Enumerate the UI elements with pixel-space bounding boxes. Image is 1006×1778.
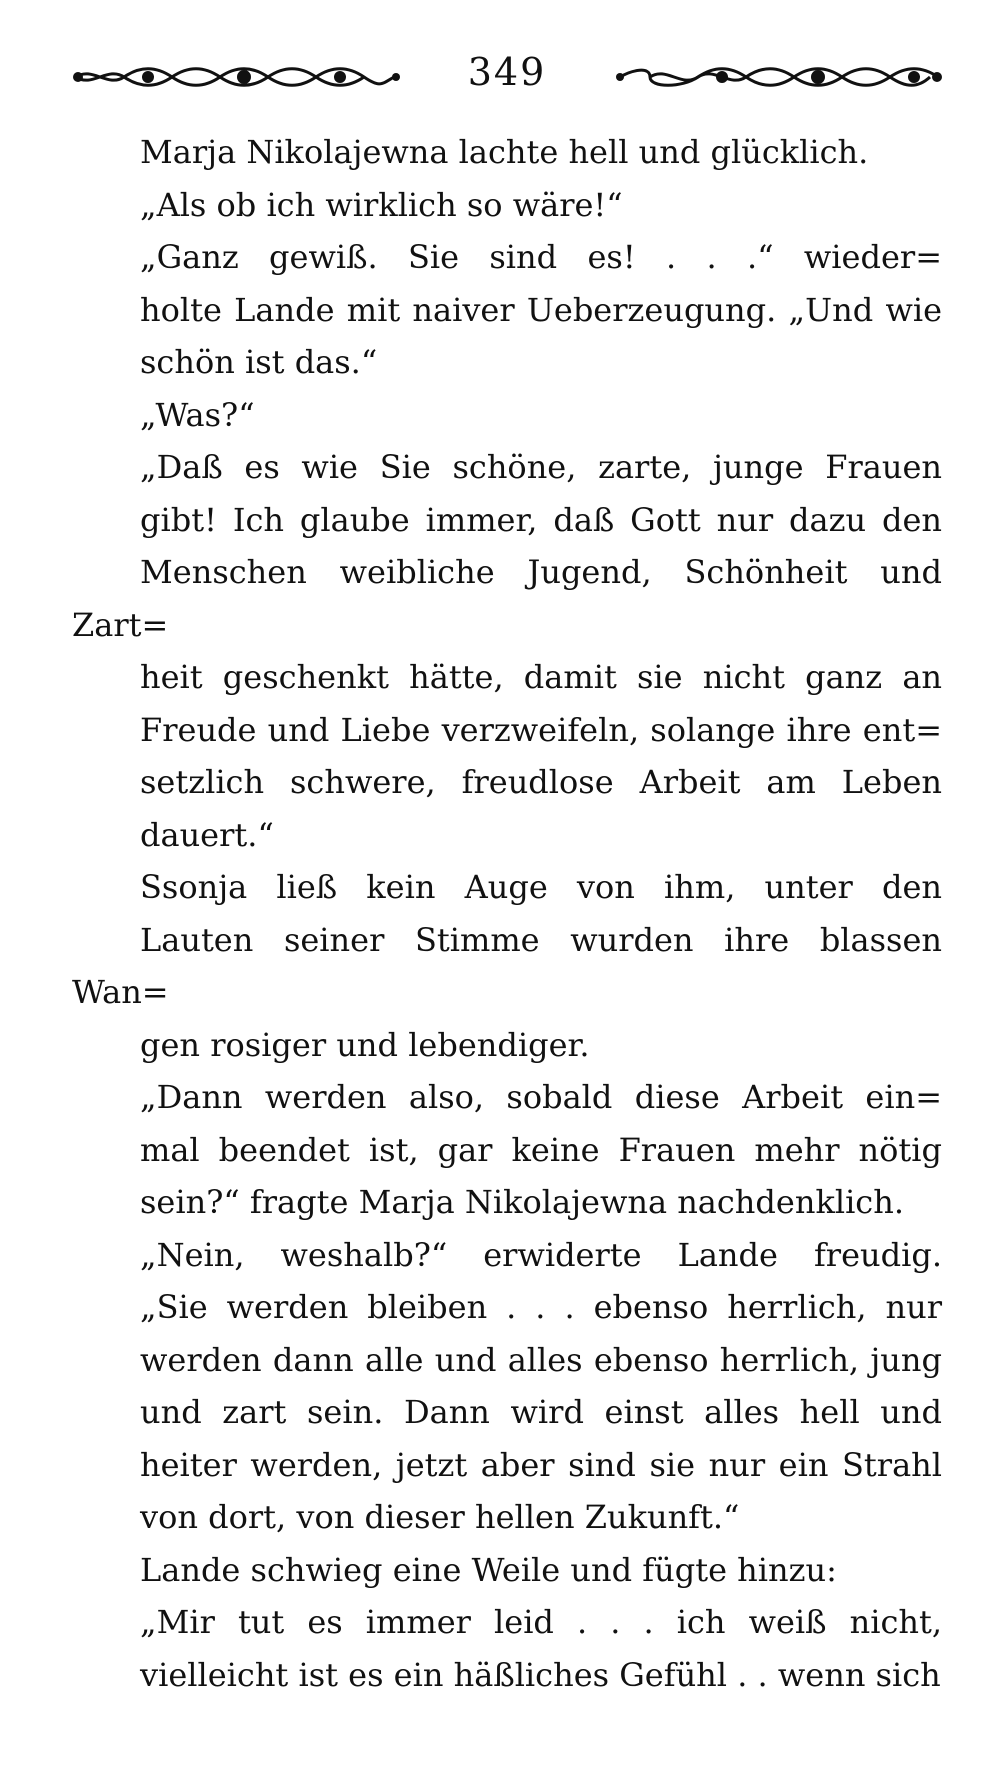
text-line: „Als ob ich wirklich so wäre!“ — [140, 185, 623, 224]
text-line: „Ganz gewiß. Sie sind es! . . .“ wieder= — [140, 238, 942, 276]
body-text — [72, 126, 942, 1701]
paragraph — [72, 1071, 942, 1229]
text-line: Freude und Liebe verzweifeln, solange ihre ent= — [140, 710, 942, 749]
page-number: 349 — [467, 50, 547, 94]
paragraph — [72, 179, 942, 232]
text-line: „Mir tut es immer leid . . . ich weiß nicht, — [140, 1603, 942, 1641]
page-header — [72, 48, 942, 104]
ornament-right-icon — [612, 62, 942, 92]
paragraph — [72, 441, 942, 861]
text-line: dauert.“ — [140, 815, 274, 854]
text-line: heiter werden, jetzt aber sind sie nur ein Strahl — [140, 1445, 942, 1484]
paragraph — [72, 1544, 942, 1597]
text-line: „Daß es wie Sie schöne, zarte, junge Frauen — [140, 448, 942, 486]
text-line: Marja Nikolajewna lachte hell und glücklich. — [140, 133, 869, 171]
paragraph — [72, 389, 942, 442]
paragraph — [72, 231, 942, 389]
text-line: gibt! Ich glaube immer, daß Gott nur dazu den — [140, 500, 942, 539]
text-line: holte Lande mit naiver Ueberzeugung. „Und wie — [140, 290, 942, 329]
text-line: heit geschenkt hätte, damit sie nicht ganz an — [140, 658, 942, 696]
text-line: sein?“ fragte Marja Nikolajewna nachdenklich. — [140, 1183, 904, 1221]
text-line: „Sie werden bleiben . . . ebenso herrlich, nur — [140, 1288, 942, 1326]
text-line: „Was?“ — [140, 395, 255, 434]
text-line: setzlich schwere, freudlose Arbeit am Leben — [140, 763, 942, 801]
paragraph — [72, 861, 942, 1071]
text-line: und zart sein. Dann wird einst alles hell und — [140, 1393, 942, 1431]
text-line: Lande schwieg eine Weile und fügte hinzu: — [140, 1550, 837, 1589]
paragraph — [72, 1229, 942, 1544]
text-line: vielleicht ist es ein häßliches Gefühl . . wenn sich — [140, 1655, 941, 1694]
text-line: „Nein, weshalb?“ erwiderte Lande freudig. — [140, 1235, 942, 1274]
text-line: Ssonja ließ kein Auge von ihm, unter den — [140, 868, 942, 906]
text-line: schön ist das.“ — [140, 343, 378, 381]
paragraph — [72, 126, 942, 179]
text-line: von dort, von dieser hellen Zukunft.“ — [140, 1498, 740, 1536]
text-line: gen rosiger und lebendiger. — [140, 1025, 590, 1064]
paragraph — [72, 1596, 942, 1701]
text-line: „Dann werden also, sobald diese Arbeit ein= — [140, 1078, 942, 1116]
text-line: Lauten seiner Stimme wurden ihre blassen Wan= — [72, 920, 942, 1011]
text-line: werden dann alle und alles ebenso herrlich, jung — [140, 1340, 942, 1379]
text-line: Menschen weibliche Jugend, Schönheit und Zart= — [72, 553, 942, 644]
text-line: mal beendet ist, gar keine Frauen mehr nötig — [140, 1130, 942, 1169]
